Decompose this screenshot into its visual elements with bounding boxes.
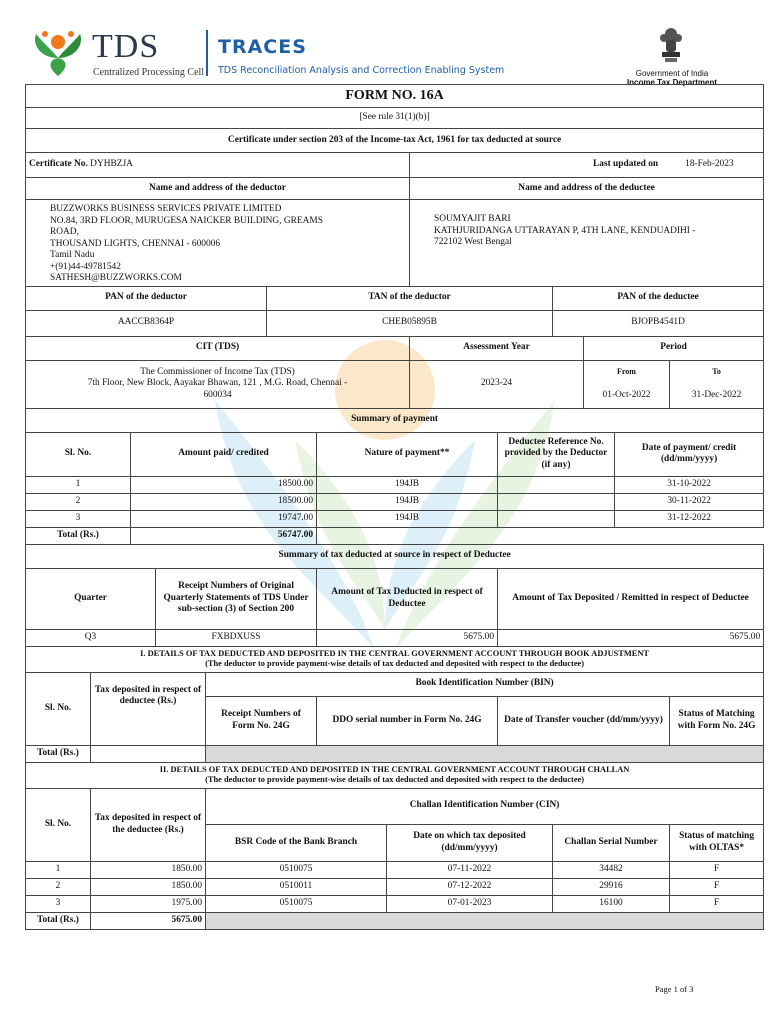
last-updated-label: Last updated on	[593, 159, 659, 170]
book-header-tax: Tax deposited in respect of deductee (Rs.)	[91, 672, 206, 745]
challan-status: F	[670, 861, 764, 878]
payments-total-label: Total (Rs.)	[26, 527, 131, 544]
challan-serial: 34482	[553, 861, 670, 878]
deductor-line: NO.84, 3RD FLOOR, MURUGESA NAICKER BUILDING, GREAMS	[50, 215, 323, 226]
tax-header-quarter: Quarter	[26, 568, 156, 629]
pay-header-date: Date of payment/ credit (dd/mm/yyyy)	[615, 432, 764, 476]
traces-logo-subtitle: TDS Reconciliation Analysis and Correction Enabling System	[218, 65, 505, 76]
assessment-year-value: 2023-24	[410, 360, 584, 408]
book-header-ddo: DDO serial number in Form No. 24G	[317, 696, 498, 745]
goi-line1: Government of India	[635, 69, 709, 78]
challan-date: 07-11-2022	[387, 861, 553, 878]
pay-nature: 194JB	[317, 510, 498, 527]
book-header-status: Status of Matching with Form No. 24G	[670, 696, 764, 745]
pay-header-nature: Nature of payment**	[317, 432, 498, 476]
challan-header-tax: Tax deposited in respect of the deductee (Rs.)	[91, 788, 206, 861]
cit-address	[26, 360, 410, 408]
period-to-label: To	[670, 360, 764, 383]
book-adjustment-heading	[26, 646, 764, 672]
tax-header-deposited: Amount of Tax Deposited / Remitted in respect of Deductee	[498, 568, 764, 629]
table-row	[26, 861, 764, 878]
payments-total-value: 56747.00	[131, 527, 317, 544]
tds-logo-text: TDS	[92, 28, 160, 65]
challan-serial: 29916	[553, 878, 670, 895]
pay-date: 30-11-2022	[615, 493, 764, 510]
deductee-line: KATHJURIDANGA UTTARAYAN P, 4TH LANE, KENDUADIHI -	[434, 225, 696, 236]
form-16a-table	[25, 84, 764, 930]
header-divider	[206, 30, 208, 76]
cit-line: 600034	[203, 389, 232, 400]
pan-deductee-label: PAN of the deductee	[553, 286, 764, 310]
challan-date: 07-01-2023	[387, 895, 553, 912]
challan-sl: 2	[26, 878, 91, 895]
period-from-label: From	[584, 360, 670, 383]
deductor-line: THOUSAND LIGHTS, CHENNAI - 600006	[50, 238, 221, 249]
challan-header-serial: Challan Serial Number	[553, 824, 670, 861]
page-number: Page 1 of 3	[655, 984, 694, 994]
period-from-value: 01-Oct-2022	[584, 383, 670, 408]
book-total-label: Total (Rs.)	[26, 745, 91, 762]
deductor-line: SATHESH@BUZZWORKS.COM	[50, 273, 182, 283]
pay-header-ref: Deductee Reference No. provided by the Deductor (if any)	[498, 432, 615, 476]
book-header-bin: Book Identification Number (BIN)	[206, 672, 764, 696]
pay-sl: 2	[26, 493, 131, 510]
tax-deposited: 5675.00	[498, 629, 764, 646]
pay-amount: 18500.00	[131, 476, 317, 493]
challan-heading	[26, 762, 764, 788]
pay-sl: 1	[26, 476, 131, 493]
deductee-line: 722102 West Bengal	[434, 237, 512, 247]
pay-nature: 194JB	[317, 493, 498, 510]
pan-deductee-value: BJOPB4541D	[553, 310, 764, 336]
deductor-line: +(91)44-49781542	[50, 261, 121, 272]
tax-receipt: FXBDXUSS	[156, 629, 317, 646]
challan-sl: 1	[26, 861, 91, 878]
deductor-heading: Name and address of the deductor	[26, 178, 410, 200]
tax-quarter: Q3	[26, 629, 156, 646]
pay-date: 31-10-2022	[615, 476, 764, 493]
challan-header-sl: Sl. No.	[26, 788, 91, 861]
deductee-line: SOUMYAJIT BARI	[434, 214, 511, 224]
challan-total-value: 5675.00	[91, 912, 206, 929]
certificate-heading: Certificate under section 203 of the Income-tax Act, 1961 for tax deducted at source	[26, 129, 764, 153]
book-total-value	[91, 745, 206, 762]
challan-header-status: Status of matching with OLTAS*	[670, 824, 764, 861]
period-label: Period	[584, 336, 764, 360]
deductee-heading: Name and address of the deductee	[410, 178, 764, 200]
deductee-address	[410, 200, 764, 287]
certificate-number: DYHBZJA	[90, 159, 133, 170]
tax-header-deducted: Amount of Tax Deducted in respect of Deductee	[317, 568, 498, 629]
pay-sl: 3	[26, 510, 131, 527]
book-heading-text: I. DETAILS OF TAX DEDUCTED AND DEPOSITED IN THE CENTRAL GOVERNMENT ACCOUNT THROUGH BOOK ADJUSTMENT	[140, 649, 649, 658]
table-row	[26, 493, 764, 510]
last-updated-cell	[410, 153, 764, 178]
deductor-line: Tamil Nadu	[50, 250, 95, 260]
certificate-number-cell	[26, 153, 410, 178]
pay-amount: 18500.00	[131, 493, 317, 510]
pay-header-sl: Sl. No.	[26, 432, 131, 476]
challan-total-filler	[206, 912, 764, 929]
challan-header-date: Date on which tax deposited (dd/mm/yyyy)	[387, 824, 553, 861]
pay-date: 31-12-2022	[615, 510, 764, 527]
goi-line2: Income Tax Department	[626, 78, 718, 87]
assessment-year-label: Assessment Year	[410, 336, 584, 360]
challan-status: F	[670, 878, 764, 895]
deductor-line: BUZZWORKS BUSINESS SERVICES PRIVATE LIMITED	[50, 204, 282, 214]
period-to-value: 31-Dec-2022	[670, 383, 764, 408]
book-total-filler	[206, 745, 764, 762]
challan-header-bsr: BSR Code of the Bank Branch	[206, 824, 387, 861]
summary-payment-heading: Summary of payment	[26, 408, 764, 432]
challan-serial: 16100	[553, 895, 670, 912]
deductor-line: ROAD,	[50, 227, 79, 237]
cit-label: CIT (TDS)	[26, 336, 410, 360]
payments-total-blank	[317, 527, 764, 544]
table-row	[26, 510, 764, 527]
pan-deductor-value: AACCB8364P	[26, 310, 267, 336]
tds-logo-subtitle: Centralized Processing Cell	[93, 67, 205, 78]
book-header-receipt: Receipt Numbers of Form No. 24G	[206, 696, 317, 745]
challan-total-label: Total (Rs.)	[26, 912, 91, 929]
tax-deducted: 5675.00	[317, 629, 498, 646]
book-header-sl: Sl. No.	[26, 672, 91, 745]
header	[0, 0, 768, 87]
tds-logo-icon	[30, 28, 86, 78]
emblem-icon	[656, 26, 686, 66]
tax-header-receipt: Receipt Numbers of Original Quarterly Statements of TDS Under sub-section (3) of Section 200	[156, 568, 317, 629]
table-row	[26, 476, 764, 493]
pay-amount: 19747.00	[131, 510, 317, 527]
pan-deductor-label: PAN of the deductor	[26, 286, 267, 310]
cit-line: The Commissioner of Income Tax (TDS)	[140, 366, 295, 377]
book-header-transfer: Date of Transfer voucher (dd/mm/yyyy)	[498, 696, 670, 745]
pay-ref	[498, 510, 615, 527]
pay-ref	[498, 476, 615, 493]
challan-heading-note: (The deductor to provide payment-wise details of tax deducted and deposited with respect to the deductee)	[205, 775, 585, 784]
form-title: FORM NO. 16A	[26, 85, 764, 108]
last-updated-date: 18-Feb-2023	[685, 159, 734, 170]
certificate-label: Certificate No.	[29, 159, 88, 170]
pay-nature: 194JB	[317, 476, 498, 493]
challan-header-cin: Challan Identification Number (CIN)	[206, 788, 764, 824]
challan-status: F	[670, 895, 764, 912]
book-heading-note: (The deductor to provide payment-wise details of tax deducted and deposited with respect to the deductee)	[205, 659, 585, 668]
form-rule: [See rule 31(1)(b)]	[26, 108, 764, 129]
summary-tax-heading: Summary of tax deducted at source in respect of Deductee	[26, 544, 764, 568]
deductor-address	[26, 200, 410, 287]
challan-tax: 1850.00	[91, 878, 206, 895]
challan-bsr: 0510075	[206, 895, 387, 912]
pay-ref	[498, 493, 615, 510]
tan-deductor-value: CHEB05895B	[267, 310, 553, 336]
tan-deductor-label: TAN of the deductor	[267, 286, 553, 310]
challan-heading-text: II. DETAILS OF TAX DEDUCTED AND DEPOSITED IN THE CENTRAL GOVERNMENT ACCOUNT THROUGH CHALLAN	[159, 765, 630, 774]
table-row	[26, 629, 764, 646]
challan-date: 07-12-2022	[387, 878, 553, 895]
traces-logo-text: TRACES	[218, 36, 307, 58]
challan-bsr: 0510075	[206, 861, 387, 878]
table-row	[26, 895, 764, 912]
challan-tax: 1850.00	[91, 861, 206, 878]
pay-header-amount: Amount paid/ credited	[131, 432, 317, 476]
challan-bsr: 0510011	[206, 878, 387, 895]
table-row	[26, 878, 764, 895]
challan-sl: 3	[26, 895, 91, 912]
challan-tax: 1975.00	[91, 895, 206, 912]
cit-line: 7th Floor, New Block, Aayakar Bhawan, 121 , M.G. Road, Chennai -	[87, 378, 348, 389]
